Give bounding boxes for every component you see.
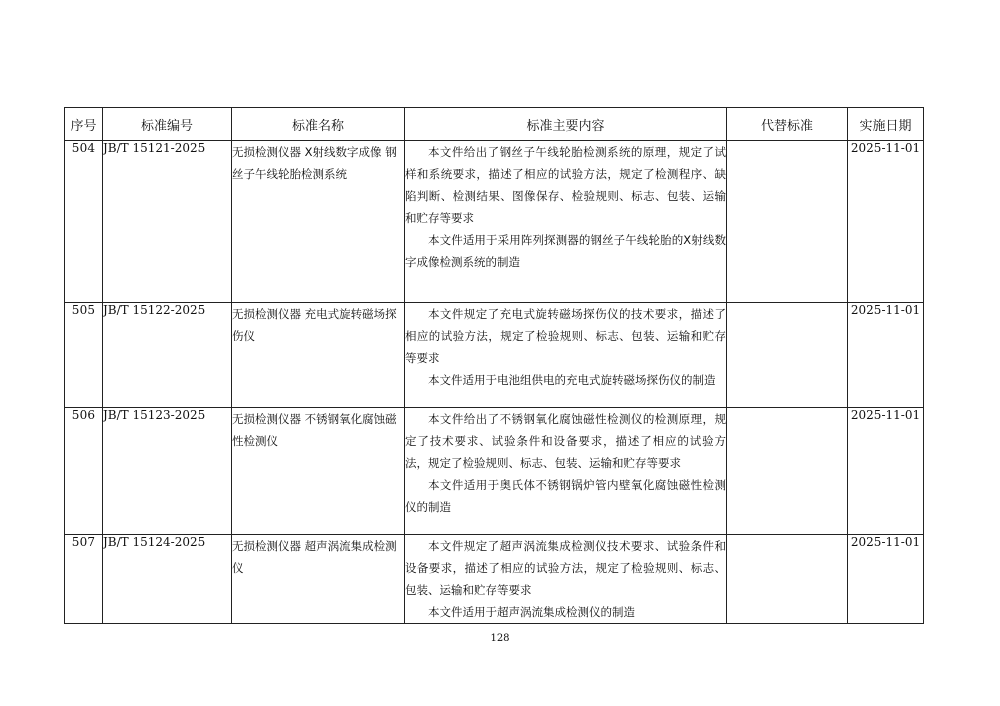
content-paragraph-scope: 本文件规定了超声涡流集成检测仪技术要求、试验条件和设备要求，描述了相应的试验方法，规定了检验规则、标志、包装、运输和贮存等要求 [405,539,726,597]
table-row [65,535,924,624]
header-serial-no: 序号 [65,108,103,141]
cell-replaced-standard [727,535,848,624]
cell-standard-name: 无损检测仪器 不锈钢氧化腐蚀磁性检测仪 [232,408,405,535]
cell-standard-code: JB/T 15121-2025 [103,141,232,303]
cell-replaced-standard [727,141,848,303]
cell-serial-no: 507 [65,535,103,624]
cell-standard-name: 无损检测仪器 X射线数字成像 钢丝子午线轮胎检测系统 [232,141,405,303]
cell-implementation-date: 2025-11-01 [848,535,924,624]
content-paragraph-applicability: 本文件适用于电池组供电的充电式旋转磁场探伤仪的制造 [428,373,716,387]
content-paragraph-scope: 本文件给出了钢丝子午线轮胎检测系统的原理，规定了试样和系统要求，描述了相应的试验方法，规定了检测程序、缺陷判断、检测结果、图像保存、检验规则、标志、包装、运输和贮存等要求 [405,145,726,225]
content-paragraph-scope: 本文件规定了充电式旋转磁场探伤仪的技术要求，描述了相应的试验方法，规定了检验规则、标志、包装、运输和贮存等要求 [405,307,726,365]
cell-serial-no: 504 [65,141,103,303]
cell-implementation-date: 2025-11-01 [848,408,924,535]
page-number: 128 [490,633,510,644]
cell-standard-code: JB/T 15123-2025 [103,408,232,535]
content-paragraph-scope: 本文件给出了不锈钢氧化腐蚀磁性检测仪的检测原理，规定了技术要求、试验条件和设备要求，描述了相应的试验方法，规定了检验规则、标志、包装、运输和贮存等要求 [405,412,726,470]
content-paragraph-applicability: 本文件适用于采用阵列探测器的钢丝子午线轮胎的X射线数字成像检测系统的制造 [405,233,726,269]
cell-implementation-date: 2025-11-01 [848,303,924,408]
header-standard-code: 标准编号 [103,108,232,141]
cell-replaced-standard [727,303,848,408]
table-row [65,408,924,535]
cell-serial-no: 505 [65,303,103,408]
cell-implementation-date: 2025-11-01 [848,141,924,303]
cell-standard-code: JB/T 15124-2025 [103,535,232,624]
table-row [65,303,924,408]
cell-standard-name: 无损检测仪器 超声涡流集成检测仪 [232,535,405,624]
header-replaced-standard: 代替标准 [727,108,848,141]
content-paragraph-applicability: 本文件适用于超声涡流集成检测仪的制造 [428,605,635,619]
cell-replaced-standard [727,408,848,535]
cell-main-content [405,408,727,535]
cell-standard-code: JB/T 15122-2025 [103,303,232,408]
header-standard-name: 标准名称 [232,108,405,141]
content-paragraph-applicability: 本文件适用于奥氏体不锈钢锅炉管内壁氧化腐蚀磁性检测仪的制造 [405,478,726,514]
cell-standard-name: 无损检测仪器 充电式旋转磁场探伤仪 [232,303,405,408]
cell-main-content [405,141,727,303]
header-main-content: 标准主要内容 [405,108,727,141]
table-row [65,141,924,303]
cell-main-content [405,535,727,624]
table-header-row [65,108,924,141]
cell-main-content [405,303,727,408]
standards-table [64,107,924,624]
header-implementation-date: 实施日期 [848,108,924,141]
cell-serial-no: 506 [65,408,103,535]
